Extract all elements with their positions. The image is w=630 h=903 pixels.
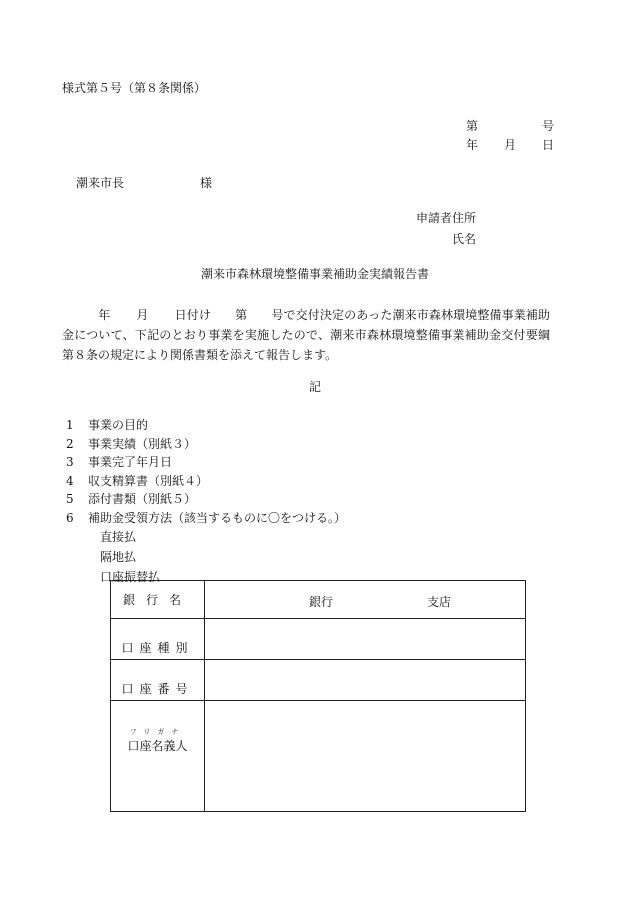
account-type-cell [205,619,526,660]
applicant-address-label: 申請者住所 [416,211,477,225]
issue-number-dai: 第 [466,119,479,133]
issue-number-go: 号 [542,119,555,133]
item-list [66,416,346,527]
payment-method-transfer: 口座振替払 [100,570,161,584]
account-holder-furigana: フリガナ [129,728,186,736]
bank-account-table [110,580,526,812]
list-item: 4 収支精算書（別紙４） [66,473,209,488]
list-item: 5 添付書類（別紙５） [66,492,197,506]
body-year: 年 [98,308,111,322]
payment-method-remote: 隔地払 [100,550,137,564]
list-item: 2 事業実績（別紙３） [66,436,197,451]
list-item: 3 事業完了年月日 [66,455,173,469]
list-item: 6 補助金受領方法（該当するものに〇をつける。） [66,510,347,525]
body-dai: 第 [235,308,248,322]
addressee-name: 潮来市長 [76,176,125,190]
date-year: 年 [466,138,479,152]
form-number: 様式第５号（第８条関係） [62,81,207,95]
account-type-label: 口座種別 [111,619,205,660]
applicant-name-label: 氏名 [452,232,477,246]
account-holder-label-cell [111,701,205,812]
body-dated: 日付け [174,308,211,322]
account-holder-label: フリガナ 口座名義人 [127,728,188,753]
body-month: 月 [136,308,149,322]
ki-heading: 記 [308,380,321,394]
payment-method-direct: 直接払 [100,530,137,544]
branch-suffix: 支店 [427,595,452,609]
date-month: 月 [504,138,517,152]
list-item: 1 事業の目的 [66,418,149,432]
date-day: 日 [542,138,555,152]
bank-suffix: 銀行 [309,595,334,609]
account-holder-cell [205,701,526,812]
account-number-cell [205,660,526,701]
bank-name-label: 銀行名 [111,581,205,619]
document-title: 潮来市森林環境整備事業補助金実績報告書 [200,267,429,281]
body-paragraph [62,305,550,365]
addressee-honorific: 様 [200,176,213,190]
body-rest: 号で交付決定のあった潮来市森林環境整備事業補助金について、下記のとおり事業を実施したので、潮来市森林環境整備事業補助金交付要綱第８条の規定により関係書類を添えて報告します。 [62,308,550,362]
bank-name-cell [205,581,526,619]
addressee [76,176,213,190]
account-number-label: 口座番号 [111,660,205,701]
payment-methods [100,527,160,587]
